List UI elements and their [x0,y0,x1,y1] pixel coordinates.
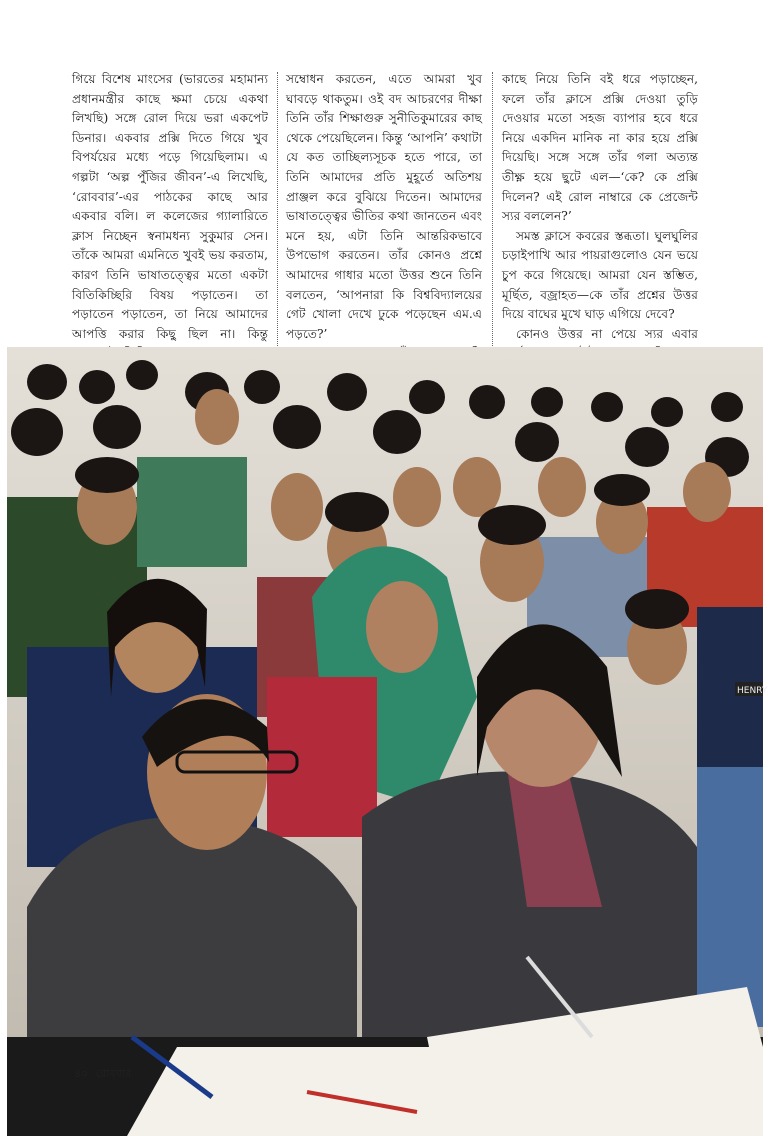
text-column-1 [72,70,268,348]
column-divider [277,72,278,348]
paragraph: সমস্ত ক্লাসে কবরের স্তব্ধতা। ঘুলঘুলির চড়াইপাখি আর পায়রাগুলোও যেন ভয়ে চুপ করে গিয়েছে। আমরা যেন স্তম্ভিত, মূর্ছিত, বজ্রাহত—কে তাঁর প্রশ্নের উত্তর দিয়ে বাঘের মুখে ঘাড় এগিয়ে দেবে? [502,228,698,322]
cardigan-logo: HENRY [737,686,768,696]
text-column-3 [502,70,698,348]
paragraph: কাছে নিয়ে তিনি বই ধরে পড়াচ্ছেন, ফলে তাঁর ক্লাসে প্রক্সি দেওয়া তুড়ি দেওয়ার মতো সহজ ব্যাপার হবে ধরে নিয়ে একদিন মানিক না কার হয়ে প্রক্সি দিয়েছি। সঙ্গে সঙ্গে তাঁর গলা অত্যন্ত তীক্ষ্ণ হয়ে ছুটে এল—‘কে? কে প্রক্সি দিলেন? এই রোল নাম্বারে কে প্রেজেন্ট স্যর বললেন?’ [502,72,698,224]
classroom-photo [7,347,768,1136]
paragraph: সম্বোধন করতেন, এতে আমরা খুব ঘাবড়ে থাকতুম। ওই বদ আচরণের দীক্ষা তিনি তাঁর শিক্ষাগুরু সুনীতিকুমারের কাছ থেকে পেয়েছিলেন। কিন্তু ‘আপনি’ কথাটা যে কত তাচ্ছিল্যসূচক হতে পারে, তা তিনি আমাদের প্রতি মুহূর্তে অতিশয় প্রাঞ্জল করে বুঝিয়ে দিতেন। আমাদের ভাষাতত্ত্বের ভীতির কথা জানতেন এবং মনে হয়, এটা তিনি আন্তরিকভাবে উপভোগ করতেন। তাঁর কোনও প্রশ্নে আমাদের গাধার মতো উত্তর শুনে তিনি বলতেন, ‘আপনারা কি বিশ্ববিদ্যালয়ের গেট খোলা দেখে ঢুকে পড়েছেন এম.এ পড়তে?’ [286,72,482,341]
article-body [72,70,698,348]
page-number: ৪০ [74,1067,89,1080]
column-divider [492,72,493,348]
paragraph: গিয়ে বিশেষ মাংসের (ভারতের মহামান্য প্রধানমন্ত্রীর কাছে ক্ষমা চেয়ে একথা লিখছি) সঙ্গে রোল দিয়ে ভরা একপেট ডিনার। একবার প্রক্সি দিতে গিয়ে খুব বিপর্যয়ের মধ্যে পড়ে গিয়েছিলাম। এ গল্পটা ‘অল্প পুঁজির জীবন’-এ লিখেছি, ‘রোববার’-এর পাঠকের কাছে আর একবার বলি। ল কলেজের গ্যালারিতে ক্লাস নিচ্ছেন স্বনামধন্য সুকুমার সেন। তাঁকে আমরা এমনিতে খুবই ভয় করতাম, কারণ তিনি ভাষাতত্ত্বের মতো একটা বিতিকিচ্ছিরি বিষয় পড়াতেন। তা পড়াতেন পড়াতেন, তা নিয়ে আমাদের আপত্তি করার কিছু ছিল না। কিন্তু [72,72,268,341]
text-column-2 [286,70,482,348]
magazine-name: রোববার [95,1067,131,1080]
page-footer [74,1065,135,1084]
paragraph: কোনও উত্তর না পেয়ে স্যর এবার [516,326,698,341]
